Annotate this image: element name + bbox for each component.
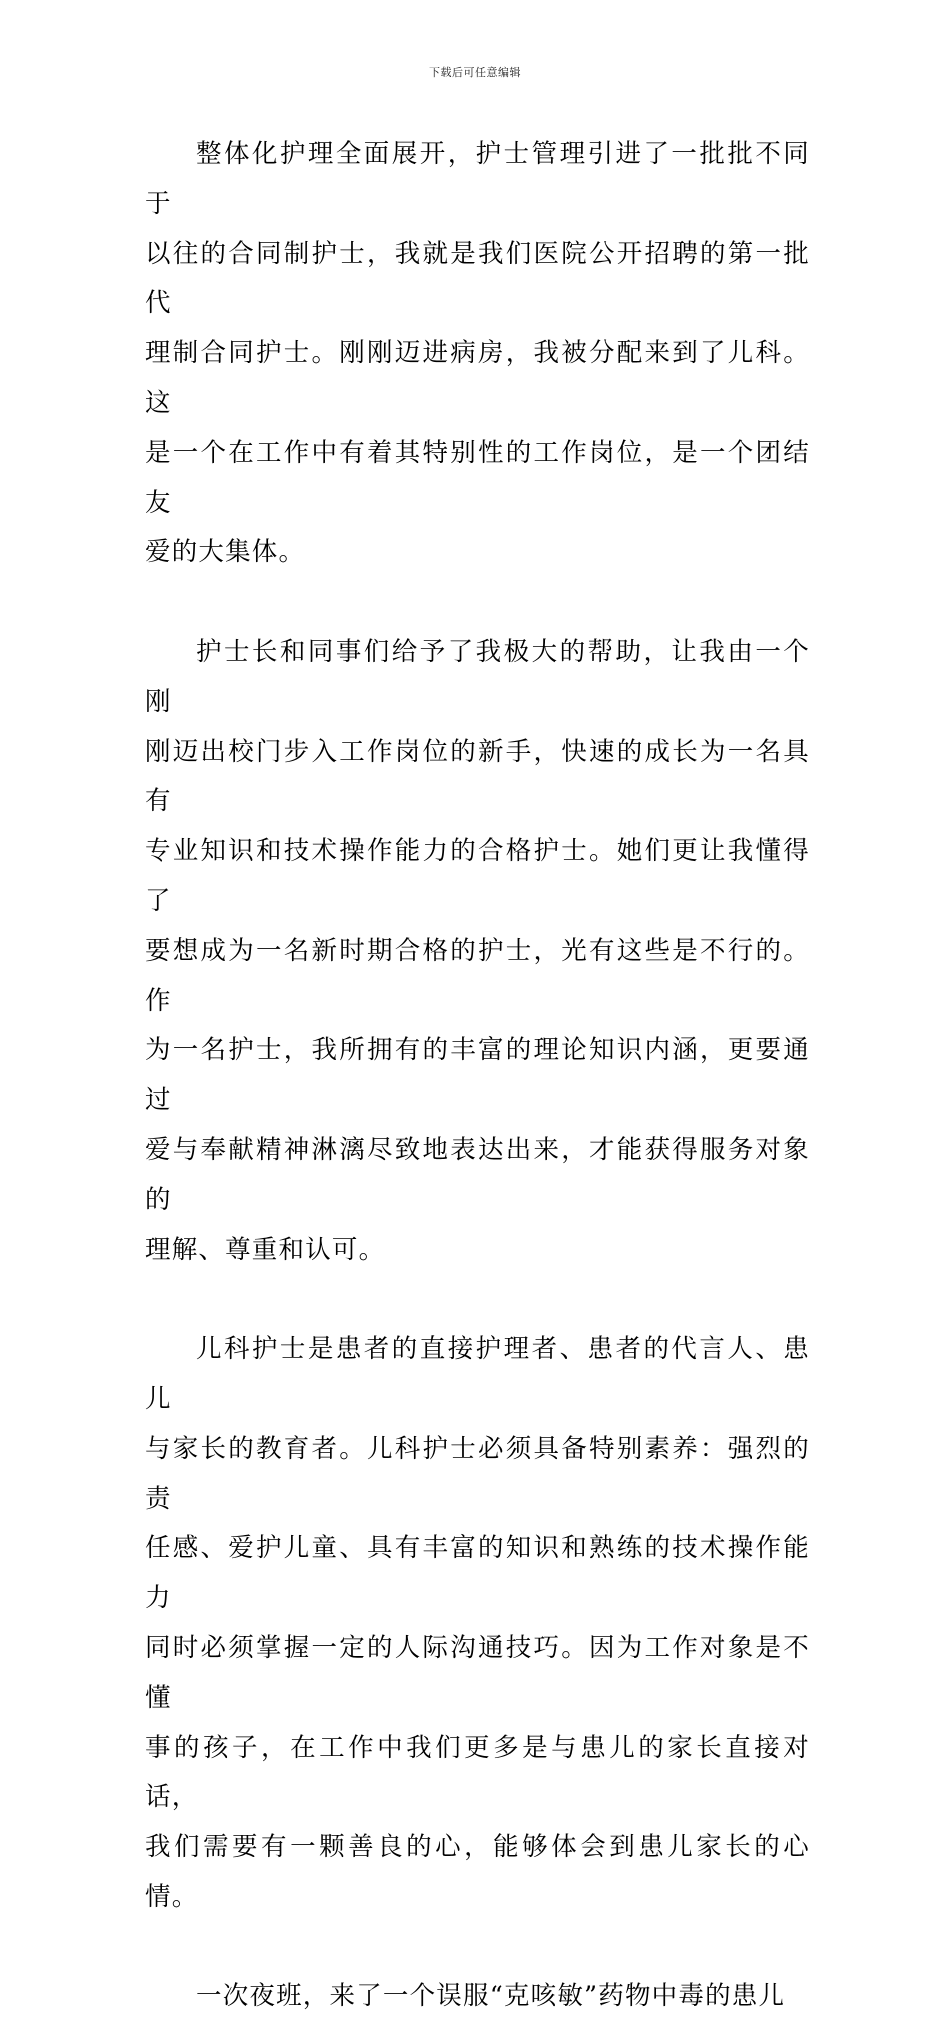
paragraph-spacer (145, 1275, 810, 1325)
paragraph-spacer (145, 1923, 810, 1973)
paragraph-3: 儿科护士是患者的直接护理者、患者的代言人、患儿 与家长的教育者。儿科护士必须具备特别素养：强烈的责 任感、爱护儿童、具有丰富的知识和熟练的技术操作能力 同时必须掌握一定的人际沟通技巧。因为工作对象是不懂 事的孩子，在工作中我们更多是与患儿的家长直接对话， 我们需要有一颗善良的心，能够体会到患儿家长的心情。 (145, 1334, 810, 1912)
paragraph-2: 护士长和同事们给予了我极大的帮助，让我由一个刚 刚迈出校门步入工作岗位的新手，快速的成长为一名具有 专业知识和技术操作能力的合格护士。她们更让我懂得了 要想成为一名新时期合格的护士，光有这些是不行的。作 为一名护士，我所拥有的丰富的理论知识内涵，更要通过 爱与奉献精神淋漓尽致地表达出来，才能获得服务对象的 理解、尊重和认可。 (145, 636, 810, 1265)
page-header-note: 下载后可任意编辑 (429, 66, 521, 79)
paragraph-1: 整体化护理全面展开，护士管理引进了一批批不同于 以往的合同制护士，我就是我们医院公开招聘的第一批代 理制合同护士。刚刚迈进病房，我被分配来到了儿科。这 是一个在工作中有着其特别性的工作岗位，是一个团结友 爱的大集体。 (145, 139, 810, 568)
paragraph-spacer (145, 578, 810, 628)
paragraph-4: 一次夜班，来了一个误服“克咳敏”药物中毒的患儿 (196, 1981, 786, 2012)
document-body (145, 130, 810, 2022)
